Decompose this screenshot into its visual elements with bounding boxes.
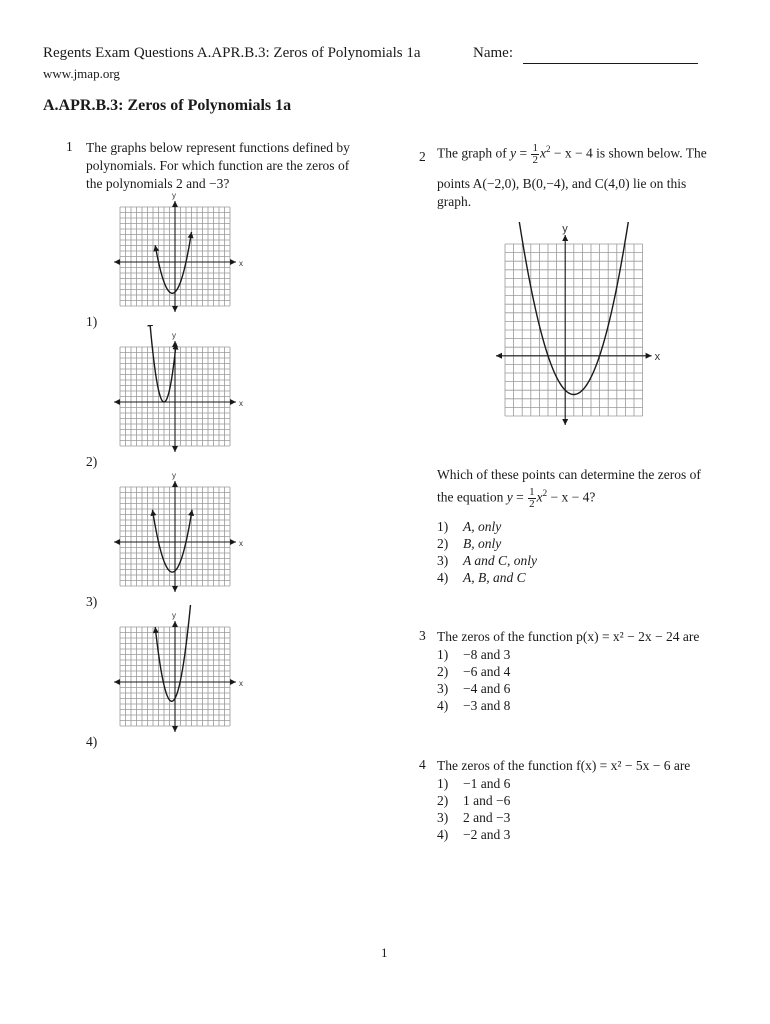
- q2-text-post: − x − 4 is shown below. The: [550, 145, 707, 161]
- q3-text: The zeros of the function p(x) = x² − 2x − 24 are: [437, 629, 700, 644]
- q4-option-2[interactable]: 2) 1 and −6: [437, 793, 511, 808]
- grid: [505, 244, 643, 416]
- q2-fraction: $\frac{1}{2}$: [532, 141, 538, 166]
- q1-option-2-label[interactable]: 2): [86, 454, 98, 469]
- q1-line3: the polynomials 2 and −3?: [86, 176, 230, 191]
- q2-text: The graph of y = $\frac{1}{2}$ $x^2 - x - 4$ is shown below. The: [437, 141, 707, 166]
- name-label: Name:: [473, 45, 513, 61]
- q2-which-line: Which of these points can determine the zeros of: [437, 467, 701, 482]
- q3-option-4[interactable]: 4) −3 and 8: [437, 698, 511, 713]
- q1-number: 1: [66, 139, 73, 154]
- x-axis-arrow-left: [114, 539, 120, 545]
- y-axis-arrow-top: [172, 481, 178, 487]
- q2-text-pre: The graph of: [437, 145, 507, 161]
- q2-graph-word: graph.: [437, 194, 472, 209]
- q4-text: The zeros of the function f(x) = x² − 5x − 6 are: [437, 758, 691, 773]
- q1-graph-2: [110, 325, 250, 465]
- x-axis-label: x: [239, 259, 243, 268]
- x-axis-arrow-left: [114, 259, 120, 265]
- q1-line1: The graphs below represent functions defined by: [86, 140, 350, 155]
- section-title: A.APR.B.3: Zeros of Polynomials 1a: [43, 97, 292, 114]
- x-axis-label: x: [239, 679, 243, 688]
- q3-number: 3: [419, 628, 426, 643]
- q2-points-line: points A(−2,0), B(0,−4), and C(4,0) lie on this: [437, 176, 687, 191]
- y-axis-label: y: [172, 331, 176, 340]
- q1-option-3-label[interactable]: 3): [86, 594, 98, 609]
- curve-arrow-right: [188, 232, 194, 238]
- y-axis-label: y: [562, 223, 568, 235]
- q3-option-3[interactable]: 3) −4 and 6: [437, 681, 511, 696]
- y-axis-arrow-top: [172, 201, 178, 207]
- q2-option-4[interactable]: 4) A, B, and C: [437, 570, 526, 585]
- x-axis-label: x: [654, 350, 661, 363]
- x-axis-arrow-left: [114, 399, 120, 405]
- q1-line2: polynomials. For which function are the zeros of: [86, 158, 350, 173]
- q2-option-1[interactable]: 1) A, only: [437, 519, 502, 534]
- y-axis-label: y: [172, 191, 176, 200]
- q4-option-3[interactable]: 3) 2 and −3: [437, 810, 511, 825]
- y-axis-label: y: [172, 611, 176, 620]
- q2-option-3[interactable]: 3) A and C, only: [437, 553, 537, 568]
- y-axis-arrow-bottom: [172, 586, 178, 592]
- name-blank-line[interactable]: [523, 63, 698, 64]
- q2-number: 2: [419, 149, 426, 164]
- x-axis-label: x: [239, 399, 243, 408]
- x-axis-arrow-right: [230, 679, 236, 685]
- q2-parabola-graph: [490, 222, 670, 452]
- q2-option-2[interactable]: 2) B, only: [437, 536, 502, 551]
- q1-graph-3: [110, 465, 250, 605]
- q1-option-4-label[interactable]: 4): [86, 734, 98, 749]
- q2-options: [437, 518, 537, 586]
- y-axis-arrow-bottom: [172, 306, 178, 312]
- x-axis-arrow-right: [646, 353, 652, 359]
- q3-option-2[interactable]: 2) −6 and 4: [437, 664, 511, 679]
- x-axis-arrow-left: [496, 353, 502, 359]
- page-number: 1: [381, 945, 388, 960]
- q3-options: [437, 646, 510, 714]
- q3-option-1[interactable]: 1) −8 and 3: [437, 647, 511, 662]
- website-url[interactable]: www.jmap.org: [43, 66, 120, 81]
- y-axis-arrow-bottom: [172, 446, 178, 452]
- q4-option-4[interactable]: 4) −2 and 3: [437, 827, 511, 842]
- q2-equation-line: the equation y = $\frac{1}{2}$ $x^2 - x - 4$?: [437, 485, 596, 510]
- x-axis-arrow-right: [230, 259, 236, 265]
- q2-y-var: y: [510, 145, 517, 161]
- x-axis-arrow-right: [230, 539, 236, 545]
- y-axis-arrow-bottom: [562, 419, 568, 425]
- q4-option-1[interactable]: 1) −1 and 6: [437, 776, 511, 791]
- y-axis-arrow-top: [562, 235, 568, 241]
- q1-graph-1: [110, 185, 250, 325]
- q1-option-1-label[interactable]: 1): [86, 314, 98, 329]
- y-axis-label: y: [172, 471, 176, 480]
- y-axis-arrow-top: [172, 621, 178, 627]
- x-axis-arrow-right: [230, 399, 236, 405]
- x-axis-label: x: [239, 539, 243, 548]
- q1-graph-4: [110, 605, 250, 745]
- y-axis-arrow-bottom: [172, 726, 178, 732]
- page-header-title: Regents Exam Questions A.APR.B.3: Zeros of Polynomials 1a: [43, 45, 421, 61]
- q4-options: [437, 775, 510, 843]
- x-axis-arrow-left: [114, 679, 120, 685]
- q4-number: 4: [419, 757, 426, 772]
